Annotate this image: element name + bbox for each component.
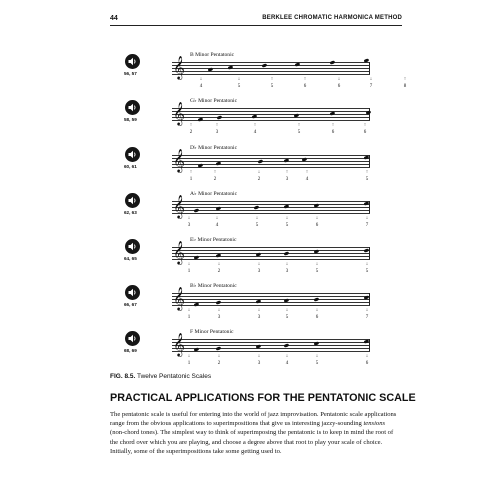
staff-line <box>172 348 370 349</box>
page-number: 44 <box>110 15 118 22</box>
hole-number: 7 <box>369 84 373 89</box>
staff-line <box>172 111 370 112</box>
note-head <box>252 114 258 119</box>
breath-arrow: ↑ <box>253 123 257 128</box>
hole-number: 8 <box>403 84 407 89</box>
music-staff <box>172 57 370 79</box>
music-staff <box>172 103 370 125</box>
hole-number: 4 <box>215 223 219 228</box>
track-numbers: 68, 69 <box>124 348 137 353</box>
treble-clef-icon: 𝄞 <box>173 196 185 218</box>
staff-line <box>172 351 370 352</box>
speaker-icon <box>125 239 140 254</box>
staff-line <box>172 68 370 69</box>
breath-arrow: ↓ <box>187 262 191 267</box>
scale-example <box>172 283 370 331</box>
figure-caption <box>110 373 211 380</box>
staff-line <box>172 62 370 63</box>
staff-line <box>172 207 370 208</box>
breath-arrow: ↓ <box>285 262 289 267</box>
track-numbers: 60, 61 <box>124 164 137 169</box>
note-head <box>284 158 290 163</box>
hole-number: 4 <box>253 130 257 135</box>
staff-line <box>172 158 370 159</box>
breath-arrow: ↓ <box>255 216 259 221</box>
speaker-icon <box>125 100 140 115</box>
note-head <box>330 111 336 116</box>
breath-arrow: ↓ <box>257 170 261 175</box>
treble-clef-icon: 𝄞 <box>173 288 185 310</box>
staff-line <box>172 201 370 202</box>
staff-line <box>172 293 370 294</box>
breath-arrow: ↓ <box>217 308 221 313</box>
audio-track-marker <box>124 331 142 353</box>
audio-track-marker <box>124 285 142 307</box>
staff-line <box>172 71 370 72</box>
staff-line <box>172 342 370 343</box>
hole-number: 6 <box>337 84 341 89</box>
music-staff <box>172 196 370 218</box>
breath-arrow: ↑ <box>365 170 369 175</box>
hole-number: 2 <box>189 130 193 135</box>
note-head <box>228 65 234 70</box>
staff-line <box>172 305 370 306</box>
staff-line <box>172 250 370 251</box>
hole-number: 5 <box>297 130 301 135</box>
speaker-icon <box>125 54 140 69</box>
hole-number: 3 <box>215 130 219 135</box>
hole-number: 6 <box>315 315 319 320</box>
body-text-part-2: (non-chord tones). The simplest way to think of superimposing the pentatonic is to keep in mind the root of the chord over which you are playing, and choose a degree above that root to play your scale of choice. Initially, some of the superimpositions take some getting used to. <box>110 429 394 455</box>
staff-line <box>172 108 370 109</box>
figure-caption-text: Twelve Pentatonic Scales <box>137 373 212 380</box>
breath-arrow: ↓ <box>257 354 261 359</box>
hole-number: 4 <box>285 361 289 366</box>
breath-arrow: ↓ <box>369 77 373 82</box>
hole-number: 6 <box>365 361 369 366</box>
breath-arrow: ↑ <box>189 170 193 175</box>
scale-example <box>172 237 370 285</box>
breath-arrow: ↑ <box>331 123 335 128</box>
scale-name: G♭ Minor Pentatonic <box>190 98 238 104</box>
track-numbers: 56, 57 <box>124 71 137 76</box>
breath-arrow: ↑ <box>303 77 307 82</box>
staff-line <box>172 204 370 205</box>
hole-number: 5 <box>285 315 289 320</box>
scale-name: A♭ Minor Pentatonic <box>190 191 238 197</box>
staff-line <box>172 253 370 254</box>
end-barline <box>369 247 370 259</box>
audio-track-marker <box>124 54 142 76</box>
hole-number: 5 <box>315 269 319 274</box>
breath-arrow: ↓ <box>187 216 191 221</box>
breath-arrow: ↓ <box>285 308 289 313</box>
track-numbers: 66, 67 <box>124 302 137 307</box>
speaker-icon <box>125 193 140 208</box>
hole-number: 6 <box>315 223 319 228</box>
note-head <box>256 299 262 304</box>
staff-line <box>172 65 370 66</box>
body-text-italic: tensions <box>363 420 386 428</box>
breath-arrow: ↑ <box>285 170 289 175</box>
treble-clef-icon: 𝄞 <box>173 57 185 79</box>
audio-track-marker <box>124 239 142 261</box>
scale-example <box>172 98 370 146</box>
staff-line <box>172 256 370 257</box>
treble-clef-icon: 𝄞 <box>173 150 185 172</box>
hole-number: 3 <box>285 177 289 182</box>
scale-example <box>172 191 370 239</box>
section-title: PRACTICAL APPLICATIONS FOR THE PENTATONIC SCALE <box>110 392 416 404</box>
staff-line <box>172 296 370 297</box>
audio-track-marker <box>124 193 142 215</box>
breath-arrow: ↓ <box>257 308 261 313</box>
staff-line <box>172 345 370 346</box>
hole-number: 3 <box>257 361 261 366</box>
music-staff <box>172 150 370 172</box>
breath-arrow: ↓ <box>215 216 219 221</box>
scale-example <box>172 145 370 193</box>
hole-number: 5 <box>237 84 241 89</box>
staff-line <box>172 161 370 162</box>
breath-arrow: ↑ <box>215 123 219 128</box>
breath-arrow: ↓ <box>257 262 261 267</box>
breath-arrow: ↓ <box>337 77 341 82</box>
hole-number: 3 <box>187 223 191 228</box>
hole-number: 7 <box>365 315 369 320</box>
staff-line <box>172 247 370 248</box>
breath-arrow: ↓ <box>237 77 241 82</box>
hole-number: 2 <box>217 361 221 366</box>
breath-arrow: ↓ <box>217 354 221 359</box>
hole-number: 1 <box>187 361 191 366</box>
staff-line <box>172 114 370 115</box>
breath-arrow: ↓ <box>365 354 369 359</box>
hole-number: 3 <box>285 269 289 274</box>
audio-track-marker <box>124 147 142 169</box>
treble-clef-icon: 𝄞 <box>173 334 185 356</box>
speaker-icon <box>125 147 140 162</box>
breath-arrow: ↓ <box>217 262 221 267</box>
body-paragraph <box>110 410 400 456</box>
hole-number: 1 <box>187 269 191 274</box>
hole-number: 1 <box>189 177 193 182</box>
scale-name: B Minor Pentatonic <box>190 52 235 58</box>
hole-number: 3 <box>257 269 261 274</box>
scale-name: E♭ Minor Pentatonic <box>190 237 237 243</box>
hole-number: 6 <box>331 130 335 135</box>
treble-clef-icon: 𝄞 <box>173 242 185 264</box>
note-head <box>284 204 290 209</box>
staff-line <box>172 167 370 168</box>
breath-arrow: ↑ <box>363 123 367 128</box>
staff-line <box>172 259 370 260</box>
hole-number: 3 <box>217 315 221 320</box>
track-numbers: 58, 59 <box>124 117 137 122</box>
hole-number: 1 <box>187 315 191 320</box>
hole-number: 5 <box>365 177 369 182</box>
track-numbers: 62, 63 <box>124 210 137 215</box>
breath-arrow: ↑ <box>305 170 309 175</box>
figure-label: FIG. 8.5. <box>110 373 136 380</box>
audio-track-marker <box>124 100 142 122</box>
breath-arrow: ↓ <box>315 262 319 267</box>
hole-number: 6 <box>363 130 367 135</box>
hole-number: 2 <box>257 177 261 182</box>
hole-number: 4 <box>305 177 309 182</box>
breath-arrow: ↓ <box>365 262 369 267</box>
hole-number: 2 <box>213 177 217 182</box>
staff-line <box>172 339 370 340</box>
header-rule <box>110 25 402 26</box>
treble-clef-icon: 𝄞 <box>173 103 185 125</box>
music-staff <box>172 288 370 310</box>
breath-arrow: ↓ <box>365 216 369 221</box>
scale-name: B♭ Minor Pentatonic <box>190 283 237 289</box>
breath-arrow: ↓ <box>187 308 191 313</box>
breath-arrow: ↓ <box>365 308 369 313</box>
track-numbers: 64, 65 <box>124 256 137 261</box>
hole-number: 2 <box>217 269 221 274</box>
note-head <box>198 117 204 122</box>
breath-arrow: ↑ <box>297 123 301 128</box>
scale-name: D♭ Minor Pentatonic <box>190 145 238 151</box>
note-head <box>216 253 222 258</box>
music-staff <box>172 242 370 264</box>
note-head <box>216 161 222 166</box>
hole-number: 6 <box>303 84 307 89</box>
staff-line <box>172 299 370 300</box>
breath-arrow: ↑ <box>213 170 217 175</box>
note-head <box>194 302 200 307</box>
breath-arrow: ↓ <box>315 216 319 221</box>
note-head <box>295 62 301 67</box>
staff-line <box>172 302 370 303</box>
hole-number: 7 <box>365 223 369 228</box>
breath-arrow: ↓ <box>199 77 203 82</box>
hole-number: 4 <box>199 84 203 89</box>
breath-arrow: ↓ <box>187 354 191 359</box>
end-barline <box>369 62 370 74</box>
staff-line <box>172 210 370 211</box>
breath-arrow: ↓ <box>315 354 319 359</box>
hole-number: 5 <box>285 223 289 228</box>
body-text-part-1: The pentatonic scale is useful for entering into the world of jazz improvisation. Pentatonic scale applications range from the obvious applications to superimpositions that give us interesting jazzy-sounding <box>110 411 397 428</box>
scale-example <box>172 329 370 377</box>
breath-arrow: ↓ <box>315 308 319 313</box>
music-staff <box>172 334 370 356</box>
breath-arrow: ↑ <box>189 123 193 128</box>
hole-number: 3 <box>257 315 261 320</box>
breath-arrow: ↑ <box>403 77 407 82</box>
speaker-icon <box>125 331 140 346</box>
hole-number: 5 <box>255 223 259 228</box>
speaker-icon <box>125 285 140 300</box>
staff-line <box>172 213 370 214</box>
staff-line <box>172 155 370 156</box>
breath-arrow: ↓ <box>285 354 289 359</box>
hole-number: 5 <box>315 361 319 366</box>
hole-number: 5 <box>365 269 369 274</box>
staff-line <box>172 74 370 75</box>
breath-arrow: ↓ <box>285 216 289 221</box>
end-barline <box>369 293 370 305</box>
hole-number: 5 <box>270 84 274 89</box>
book-title: BERKLEE CHROMATIC HARMONICA METHOD <box>262 15 402 21</box>
scale-example <box>172 52 407 100</box>
breath-arrow: ↑ <box>270 77 274 82</box>
scale-name: F Minor Pentatonic <box>190 329 234 335</box>
